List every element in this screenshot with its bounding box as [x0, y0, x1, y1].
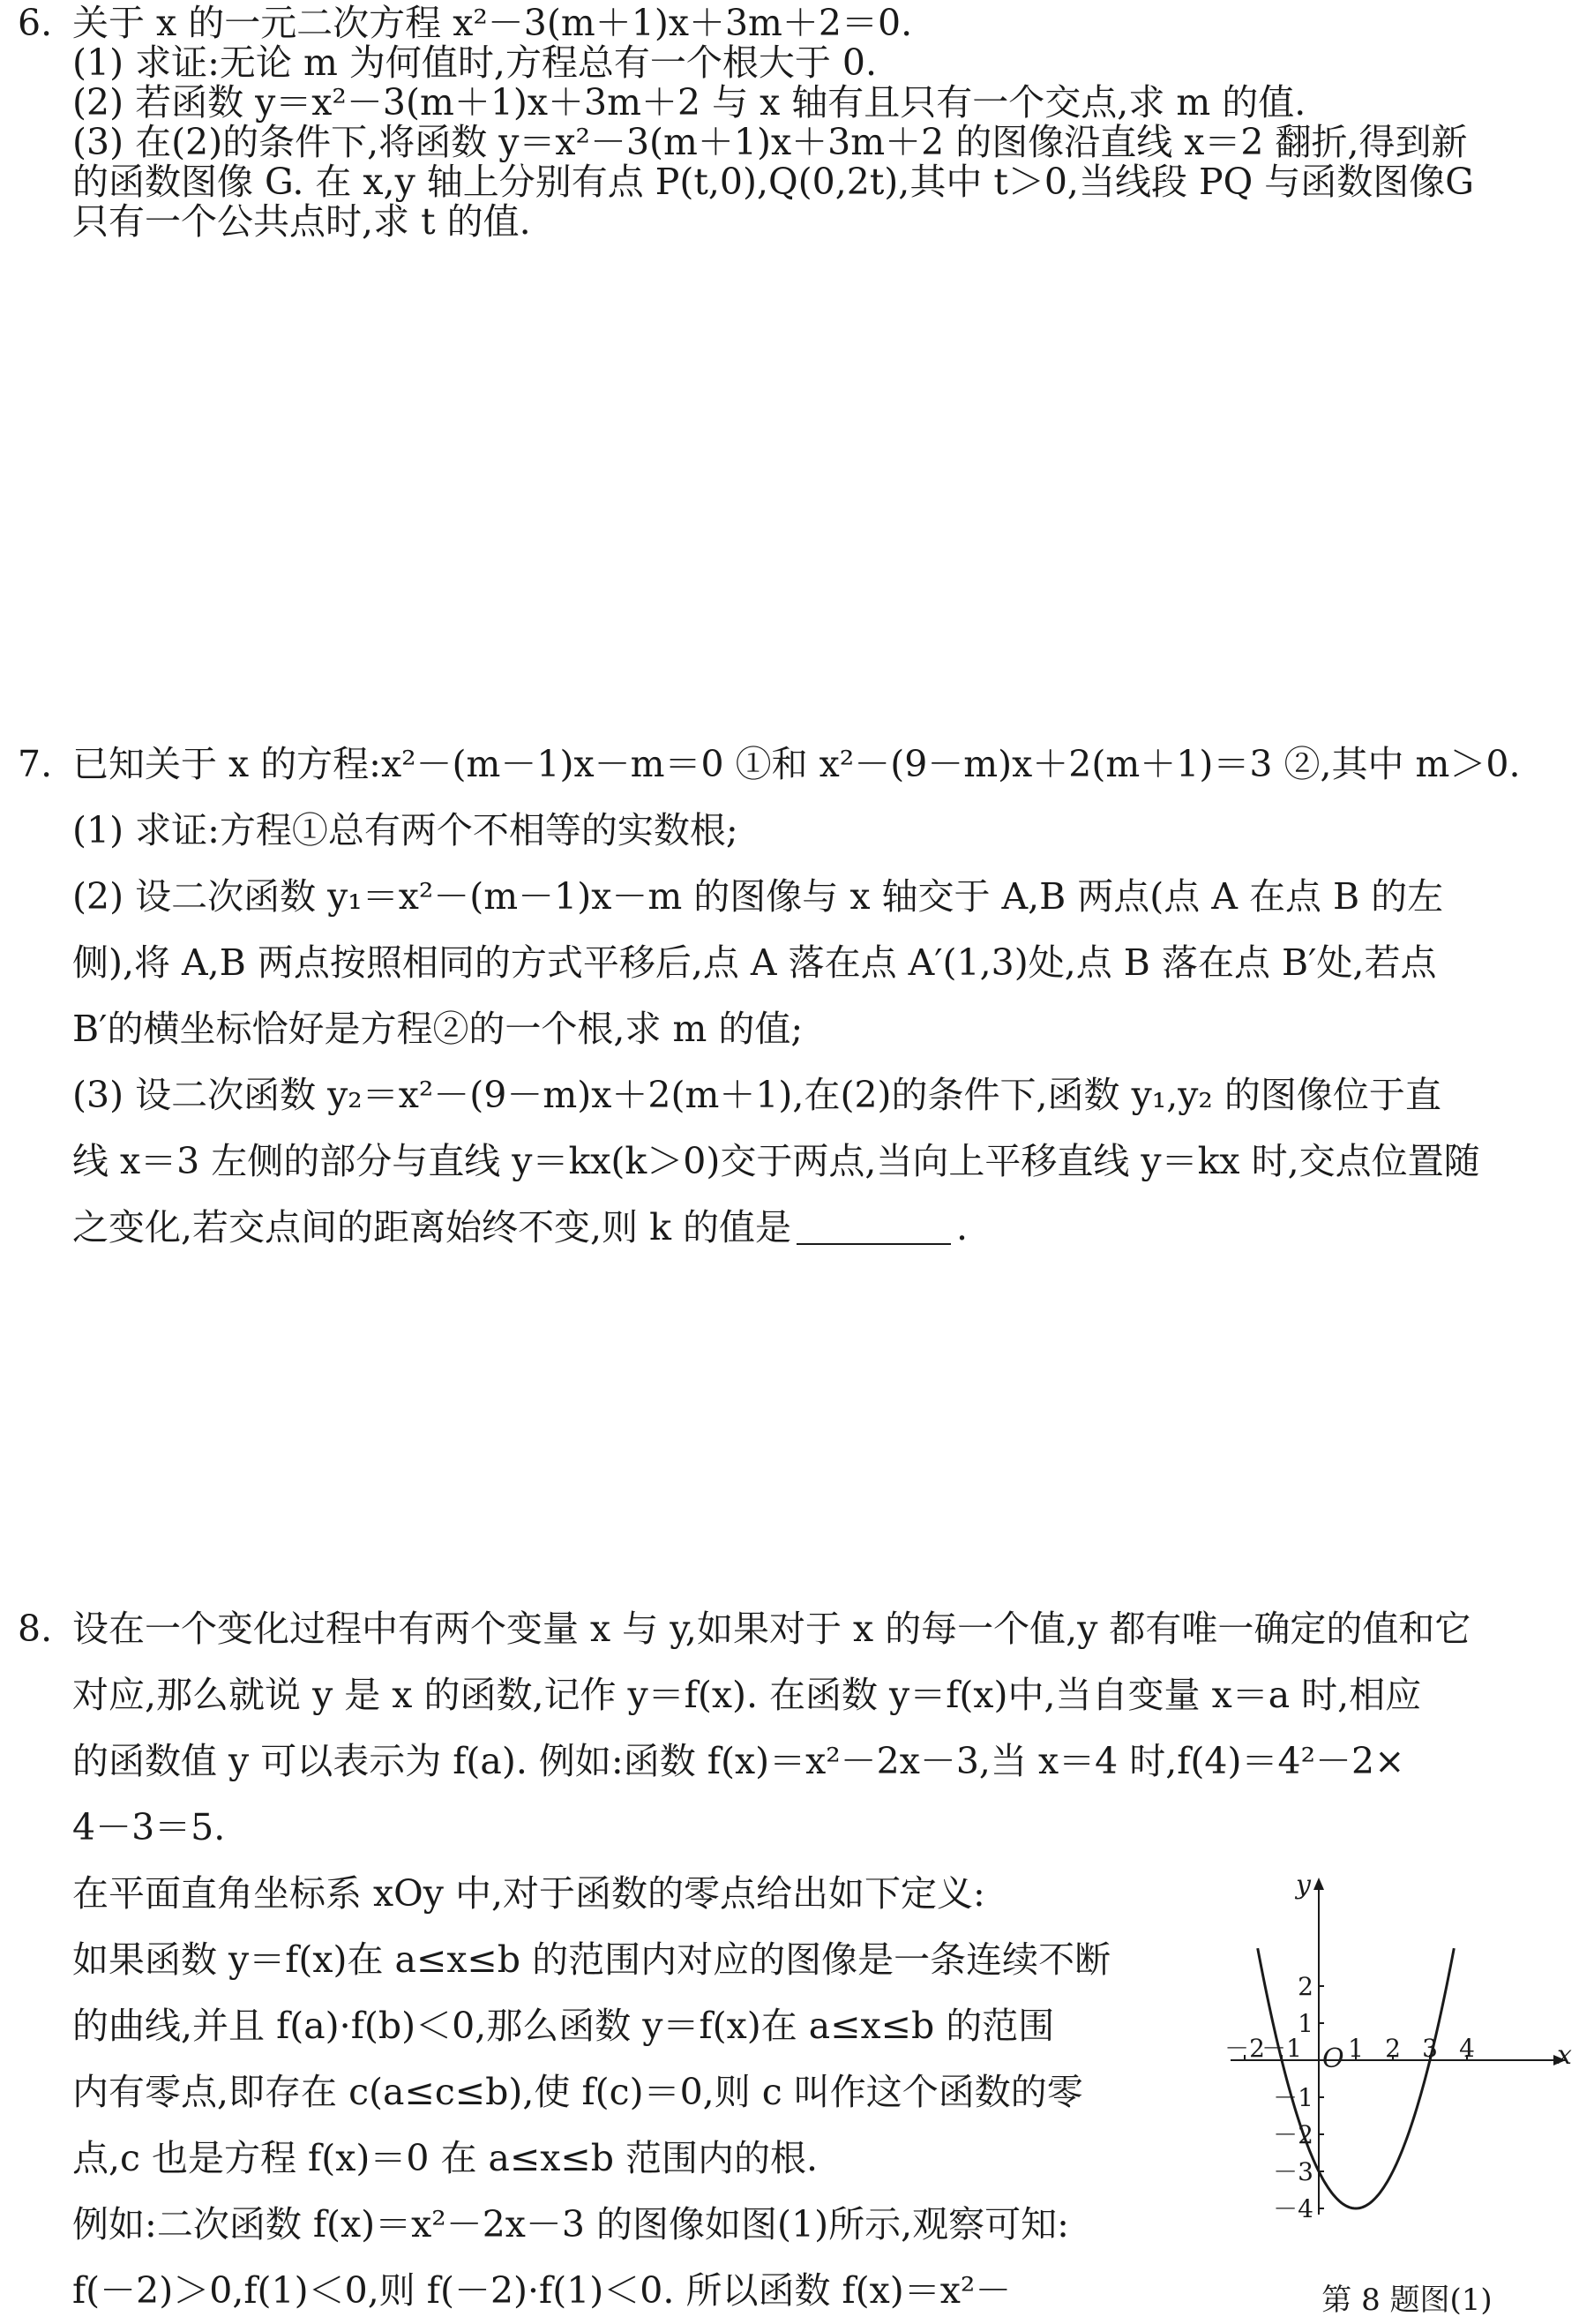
x-tick-label: 4: [1459, 2034, 1475, 2063]
x-tick-label: 1: [1348, 2034, 1364, 2063]
x-tick-label: －2: [1224, 2034, 1265, 2063]
y-tick-label: 2: [1298, 1972, 1313, 2001]
q7-part2-line2: 侧),将 A,B 两点按照相同的方式平移后,点 A 落在点 A′(1,3)处,点 B 落在点 B′处,若点: [72, 941, 1437, 984]
q6-part3-line2: 的函数图像 G. 在 x,y 轴上分别有点 P(t,0),Q(0,2t),其中 t＞0,当线段 PQ 与函数图像G: [72, 161, 1474, 203]
q7-part3-line3: 之变化,若交点间的距离始终不变,则 k 的值是: [72, 1206, 791, 1248]
q7-part2-line3: B′的横坐标恰好是方程②的一个根,求 m 的值;: [72, 1008, 804, 1050]
q6-number: 6.: [18, 2, 53, 44]
y-tick-label: －1: [1273, 2083, 1313, 2112]
q8-line9: 点,c 也是方程 f(x)＝0 在 a≤x≤b 范围内的根.: [72, 2137, 819, 2179]
q7-part3-end: .: [955, 1206, 969, 1248]
q6-stem: 关于 x 的一元二次方程 x²－3(m＋1)x＋3m＋2＝0.: [72, 2, 913, 44]
q6-part3-line3: 只有一个公共点时,求 t 的值.: [72, 200, 531, 243]
q8-line10: 例如:二次函数 f(x)＝x²－2x－3 的图像如图(1)所示,观察可知:: [72, 2203, 1069, 2245]
x-tick-label: 3: [1422, 2034, 1438, 2063]
ticks: [1224, 1972, 1475, 2223]
y-tick-label: －4: [1273, 2194, 1313, 2223]
figure-caption: 第 8 题图(1): [1321, 2283, 1493, 2318]
q6-part1: (1) 求证:无论 m 为何值时,方程总有一个根大于 0.: [72, 41, 878, 84]
parabola-figure: [1224, 1862, 1583, 2320]
q8-line11: f(－2)＞0,f(1)＜0,则 f(－2)·f(1)＜0. 所以函数 f(x)＝x²－: [72, 2269, 1012, 2312]
q7-number: 7.: [18, 743, 53, 785]
q8-line7: 的曲线,并且 f(a)·f(b)＜0,那么函数 y＝f(x)在 a≤x≤b 的范围: [72, 2005, 1055, 2047]
q8-line3: 的函数值 y 可以表示为 f(a). 例如:函数 f(x)＝x²－2x－3,当 x＝4 时,f(4)＝4²－2×: [72, 1740, 1405, 1782]
x-axis-label: x: [1557, 2040, 1572, 2071]
q7-part3-line3-wrap: [72, 1204, 968, 1250]
q8-line1: 设在一个变化过程中有两个变量 x 与 y,如果对于 x 的每一个值,y 都有唯一确定的值和它: [72, 1608, 1471, 1650]
q7-stem: 已知关于 x 的方程:x²－(m－1)x－m＝0 ①和 x²－(9－m)x＋2(m＋1)＝3 ②,其中 m＞0.: [72, 743, 1521, 785]
x-tick-label: －1: [1261, 2034, 1302, 2063]
y-axis-arrow: [1313, 1878, 1324, 1890]
x-tick-label: 2: [1385, 2034, 1401, 2063]
q8-line2: 对应,那么就说 y 是 x 的函数,记作 y＝f(x). 在函数 y＝f(x)中,当自变量 x＝a 时,相应: [72, 1674, 1422, 1716]
y-tick-label: 1: [1298, 2009, 1313, 2038]
q7-part2-line1: (2) 设二次函数 y₁＝x²－(m－1)x－m 的图像与 x 轴交于 A,B 两点(点 A 在点 B 的左: [72, 875, 1444, 918]
q8-number: 8.: [18, 1608, 53, 1650]
y-tick-label: －2: [1273, 2120, 1313, 2149]
parabola-graph: [1224, 1862, 1583, 2320]
answer-blank[interactable]: [797, 1208, 951, 1245]
q7-part3-line1: (3) 设二次函数 y₂＝x²－(9－m)x＋2(m＋1),在(2)的条件下,函数 y₁,y₂ 的图像位于直: [72, 1074, 1441, 1116]
q8-line5: 在平面直角坐标系 xOy 中,对于函数的零点给出如下定义:: [72, 1872, 985, 1915]
q7-part1: (1) 求证:方程①总有两个不相等的实数根;: [72, 809, 738, 851]
q8-line4: 4－3＝5.: [72, 1806, 226, 1848]
q8-line6: 如果函数 y＝f(x)在 a≤x≤b 的范围内对应的图像是一条连续不断: [72, 1938, 1111, 1981]
q6-part3-line1: (3) 在(2)的条件下,将函数 y＝x²－3(m＋1)x＋3m＋2 的图像沿直线 x＝2 翻折,得到新: [72, 121, 1468, 163]
y-axis-label: y: [1296, 1870, 1311, 1900]
y-tick-label: －3: [1273, 2157, 1313, 2186]
q7-part3-line2: 线 x＝3 左侧的部分与直线 y＝kx(k＞0)交于两点,当向上平移直线 y＝kx 时,交点位置随: [72, 1140, 1480, 1182]
origin-label: O: [1322, 2043, 1344, 2074]
q8-line8: 内有零点,即存在 c(a≤c≤b),使 f(c)＝0,则 c 叫作这个函数的零: [72, 2071, 1083, 2113]
q6-part2: (2) 若函数 y＝x²－3(m＋1)x＋3m＋2 与 x 轴有且只有一个交点,求 m 的值.: [72, 81, 1306, 124]
